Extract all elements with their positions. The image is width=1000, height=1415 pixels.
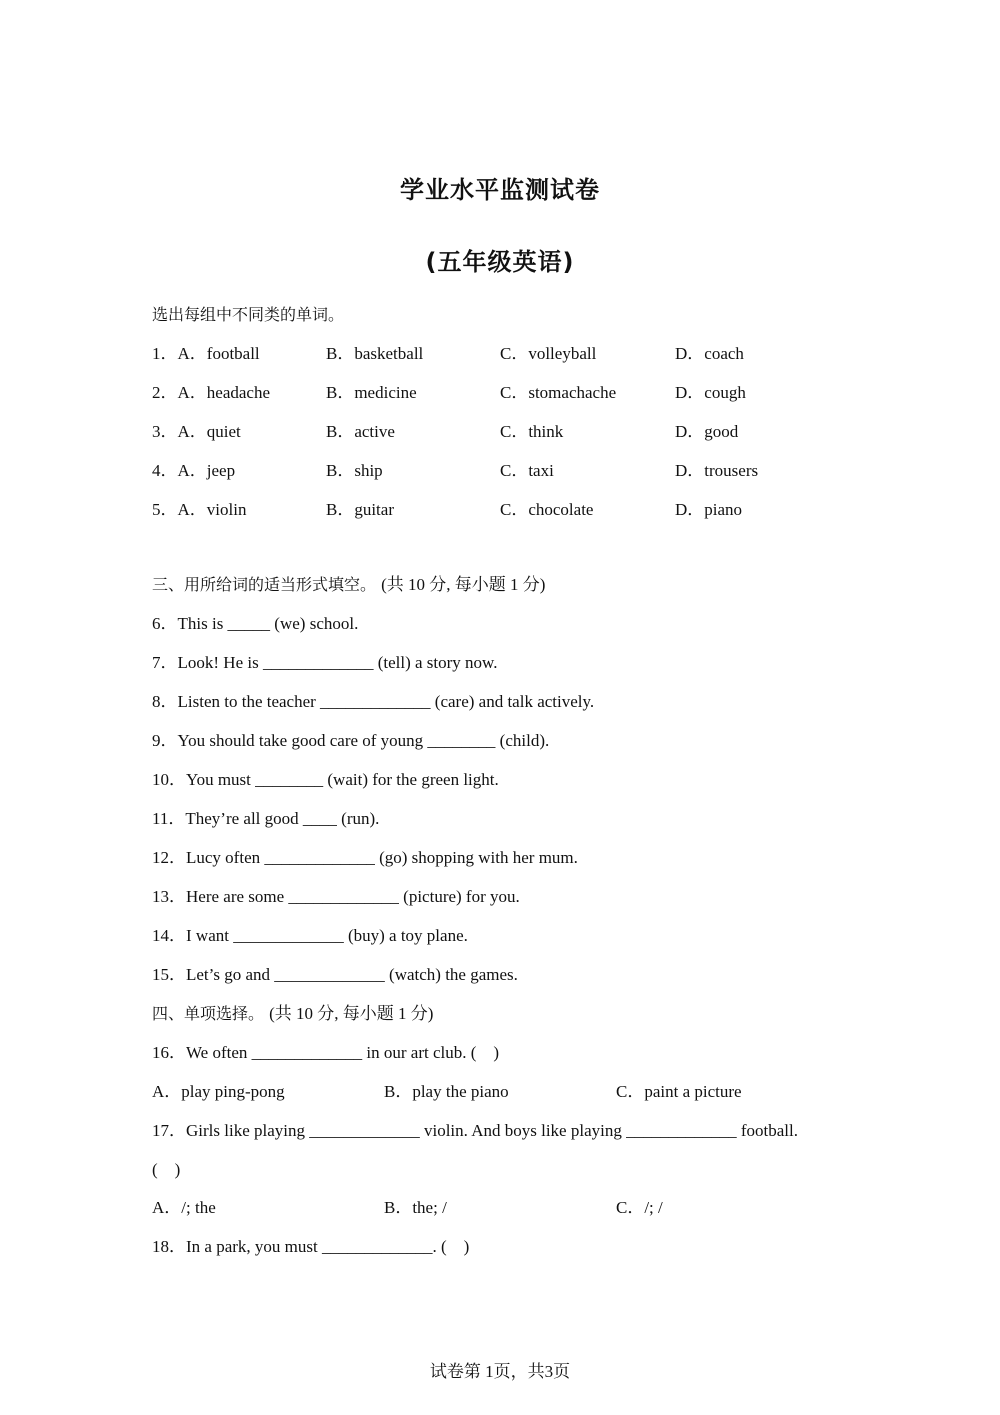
- question-12: 12．Lucy often _____________ (go) shopping with her mum.: [152, 848, 578, 867]
- option-a: A．/; the: [152, 1198, 216, 1217]
- question-2: [152, 383, 852, 403]
- option-a: 1．A．football: [152, 344, 260, 363]
- section-4-heading: [152, 1004, 433, 1024]
- section-3-title: 三、用所给词的适当形式填空。: [152, 575, 377, 594]
- question-16-options: [152, 1082, 852, 1102]
- question-15: 15．Let’s go and _____________ (watch) the games.: [152, 965, 518, 984]
- option-b: B．play the piano: [384, 1082, 509, 1101]
- option-a: 2．A．headache: [152, 383, 271, 402]
- option-b: B．guitar: [326, 500, 394, 519]
- question-6: 6．This is _____ (we) school.: [152, 614, 359, 633]
- option-b: B．medicine: [326, 383, 417, 402]
- section-4-title: 四、单项选择。: [152, 1004, 265, 1023]
- question-14: 14．I want _____________ (buy) a toy plane.: [152, 926, 468, 945]
- option-d: D．piano: [675, 500, 743, 519]
- option-d: D．good: [675, 422, 739, 441]
- option-c: C．volleyball: [500, 344, 597, 363]
- option-b: B．basketball: [326, 344, 424, 363]
- exam-title: 学业水平监测试卷: [400, 176, 600, 204]
- question-17-answer-paren: ( ): [152, 1160, 181, 1179]
- option-c: C．stomachache: [500, 383, 617, 402]
- option-d: D．cough: [675, 383, 746, 402]
- option-c: C．paint a picture: [616, 1082, 742, 1101]
- option-c: C．taxi: [500, 461, 554, 480]
- option-a: A．play ping-pong: [152, 1082, 285, 1101]
- option-d: D．coach: [675, 344, 744, 363]
- question-8: 8．Listen to the teacher _____________ (care) and talk actively.: [152, 692, 595, 711]
- question-17-options: [152, 1198, 852, 1218]
- question-7: 7．Look! He is _____________ (tell) a story now.: [152, 653, 498, 672]
- question-9: 9．You should take good care of young ________ (child).: [152, 731, 550, 750]
- section-3-heading: [152, 575, 545, 595]
- page-footer: 试卷第 1页，共3页: [429, 1362, 571, 1381]
- section-4-score: (共 10 分, 每小题 1 分): [269, 1004, 434, 1023]
- question-11: 11．They’re all good ____ (run).: [152, 809, 380, 828]
- exam-subtitle: (五年级英语): [425, 248, 575, 276]
- option-c: C．chocolate: [500, 500, 594, 519]
- option-a: 5．A．violin: [152, 500, 247, 519]
- option-c: C．think: [500, 422, 564, 441]
- section-3-score: (共 10 分, 每小题 1 分): [381, 575, 546, 594]
- question-16-stem: 16．We often _____________ in our art club. ( ): [152, 1043, 500, 1062]
- question-4: [152, 461, 852, 481]
- option-d: D．trousers: [675, 461, 759, 480]
- question-13: 13．Here are some _____________ (picture) for you.: [152, 887, 520, 906]
- option-c: C．/; /: [616, 1198, 663, 1217]
- question-10: 10．You must ________ (wait) for the green light.: [152, 770, 499, 789]
- question-17-stem: 17．Girls like playing _____________ violin. And boys like playing _____________ football.: [152, 1121, 798, 1140]
- section-odd-one-out-heading: 选出每组中不同类的单词。: [152, 305, 345, 324]
- question-18-stem: 18．In a park, you must _____________. ( ): [152, 1237, 470, 1256]
- question-3: [152, 422, 852, 442]
- question-5: [152, 500, 852, 520]
- option-a: 3．A．quiet: [152, 422, 241, 441]
- option-b: B．ship: [326, 461, 383, 480]
- option-b: B．the; /: [384, 1198, 447, 1217]
- question-1: [152, 344, 852, 364]
- option-b: B．active: [326, 422, 395, 441]
- option-a: 4．A．jeep: [152, 461, 236, 480]
